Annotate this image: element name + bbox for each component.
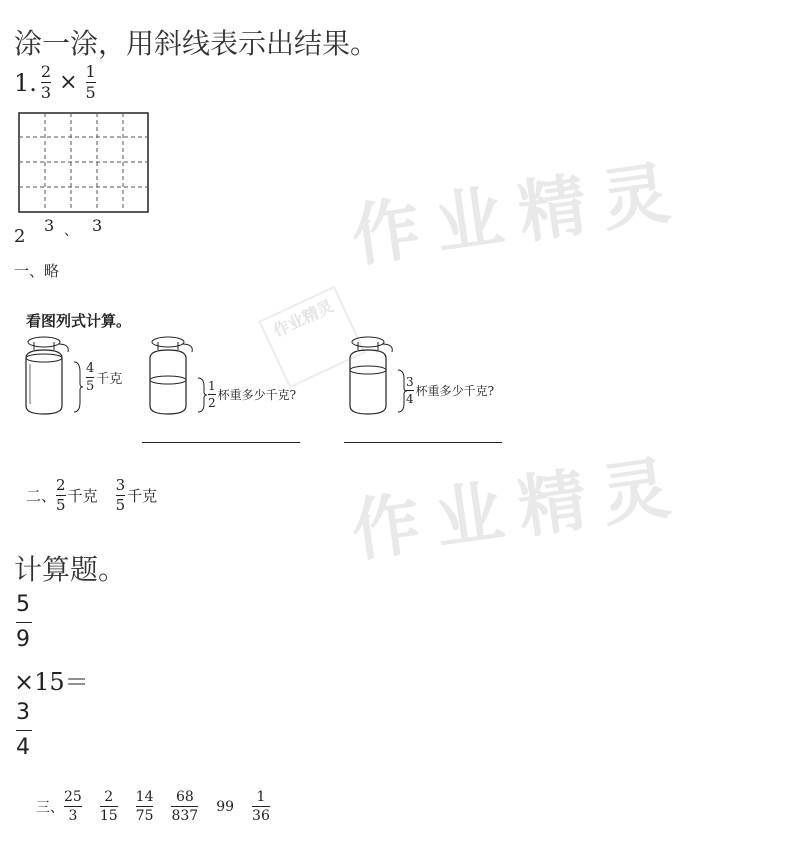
answer-3: 三、 $\frac{25}{3}$ $\frac{2}{15}$ $\frac{14}{75}$ $\frac{68}{837}$ 99 $\frac{1}{36}$: [36, 789, 270, 824]
image-problem-title: 看图列式计算。: [26, 312, 132, 330]
answer-item: $\frac{25}{3}$: [64, 789, 82, 824]
question-2-partial: 2 3 、 3: [14, 216, 103, 247]
watermark-top: 作业精灵: [346, 150, 691, 277]
brace: [72, 360, 84, 414]
calc-fraction-2: $\frac{3}{4}$: [16, 700, 30, 760]
answer-line[interactable]: [344, 442, 502, 443]
jar3-label: $\frac{3}{4}$ 杯重多少千克?: [406, 375, 495, 406]
jar-full-icon: [20, 334, 80, 418]
answer-line[interactable]: [142, 442, 300, 443]
heading-shade: 涂一涂，用斜线表示出结果。: [14, 27, 379, 60]
watermark-stamp: 作业精灵: [258, 286, 365, 389]
heading-calculation: 计算题。: [14, 553, 127, 586]
watermark-bottom: 作业精灵: [346, 445, 691, 572]
jar-half-icon: [144, 334, 204, 418]
answer-item: 99: [216, 798, 235, 815]
answer-2: 二、 $\frac{2}{5}$ 千克 $\frac{3}{5}$ 千克: [26, 476, 158, 514]
brace: [196, 376, 208, 416]
question-number: 1.: [14, 68, 37, 97]
answer-item: $\frac{14}{75}$: [135, 789, 154, 824]
jar-three-quarter-icon: [344, 334, 404, 418]
calc-expression: ×15＝: [14, 668, 89, 696]
answer-1: 一、略: [14, 262, 60, 280]
jar1-label: $\frac{4}{5}$ 千克: [86, 361, 123, 394]
times-operator: ×: [59, 70, 78, 95]
calc-fraction-1: $\frac{5}{9}$: [16, 592, 30, 652]
fraction: $\frac{2}{3}$: [40, 62, 52, 102]
question-1: [14, 64, 96, 101]
shading-grid[interactable]: [18, 112, 150, 214]
fraction: $\frac{1}{5}$: [85, 62, 96, 102]
answer-item: $\frac{68}{837}$: [171, 789, 199, 824]
answer-item: $\frac{2}{15}$: [99, 789, 118, 824]
jar2-label: $\frac{1}{2}$ 杯重多少千克?: [208, 379, 297, 410]
answer-item: $\frac{1}{36}$: [252, 789, 270, 824]
